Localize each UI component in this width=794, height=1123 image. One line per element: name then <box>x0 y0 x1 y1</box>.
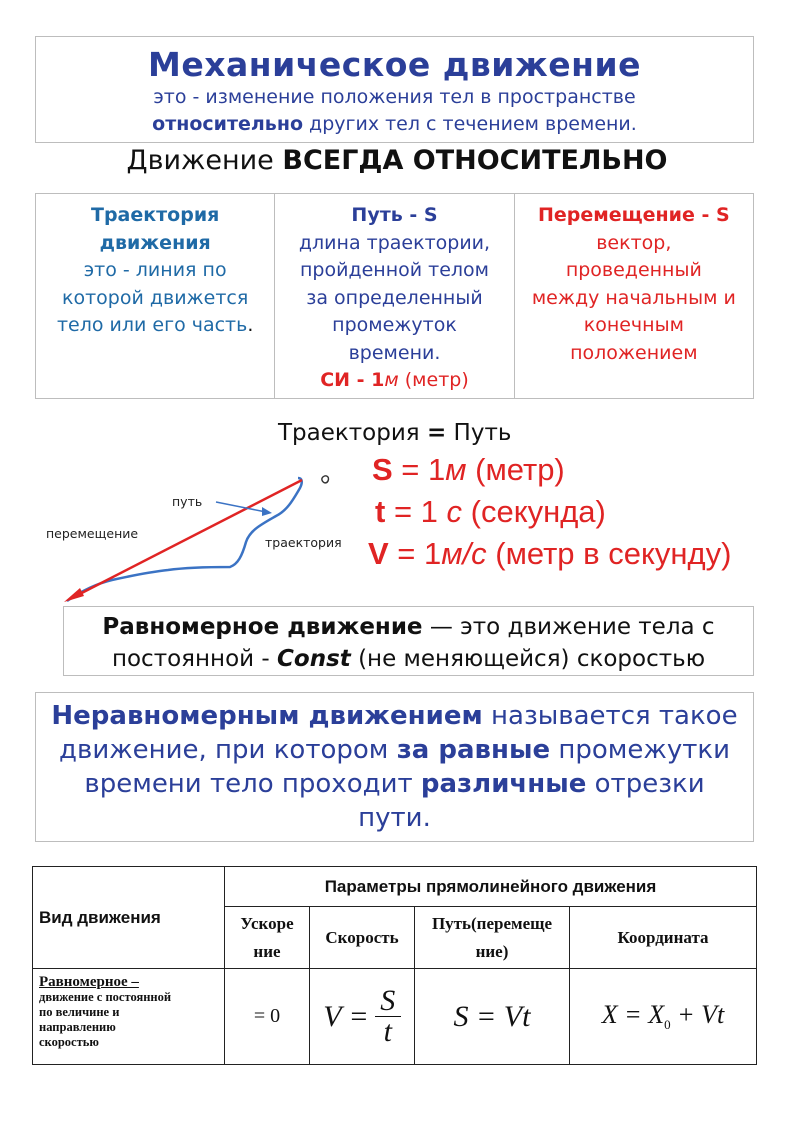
displacement-text-1: вектор, <box>596 231 672 254</box>
formula-velocity <box>368 536 731 572</box>
formula-distance-eq: = 1 <box>392 452 446 487</box>
nonuniform-text-1: называется такое <box>482 701 738 731</box>
uniform-text-1: — это движение тела с <box>422 614 715 640</box>
nonuniform-bold-3: различные <box>420 769 587 799</box>
definition-rest: других тел с течением времени. <box>303 113 637 135</box>
nonuniform-motion-box <box>35 692 754 842</box>
trajectory-text-2: которой движется <box>62 286 249 309</box>
uniform-const: Const <box>277 646 351 672</box>
table-row-uniform <box>33 969 757 1065</box>
speed-lhs: V = <box>323 999 369 1033</box>
displacement-title: Перемещение - S <box>537 204 730 226</box>
table-header-accel-2: ние <box>253 941 281 961</box>
path-si-bold: СИ - 1 <box>320 369 385 391</box>
formula-velocity-symbol: V <box>368 536 389 571</box>
definition-line-2 <box>36 111 753 138</box>
trajectory-text-3: тело или его часть <box>56 314 248 336</box>
label-trajectory: траектория <box>265 535 342 550</box>
coord-sub: 0 <box>664 1017 671 1033</box>
row-uniform-desc-1: движение с постоянной <box>39 990 172 1004</box>
uniform-motion-box <box>63 606 754 676</box>
nonuniform-line-1 <box>36 699 753 733</box>
formula-distance <box>372 452 565 488</box>
displacement-cell <box>515 194 753 398</box>
trajectory-dot: . <box>247 314 254 336</box>
nonuniform-line-3 <box>36 767 753 801</box>
displacement-text-3: между начальным и <box>531 286 736 309</box>
label-path: путь <box>172 494 203 509</box>
parameters-table <box>32 866 757 1065</box>
traj-eq-sign: = <box>426 420 447 446</box>
displacement-arrowhead <box>64 588 84 602</box>
row-uniform-desc-2: по величине и <box>39 1005 120 1019</box>
label-displacement: перемещение <box>46 526 139 541</box>
nonuniform-text-5: отрезки <box>586 769 705 799</box>
path-si-name: (метр) <box>398 369 469 391</box>
path-si <box>320 369 469 391</box>
speed-numerator: S <box>380 984 396 1017</box>
path-cell <box>275 194 514 398</box>
nonuniform-text-3: промежутки <box>550 735 730 765</box>
formula-distance-name: (метр) <box>466 452 565 487</box>
table-header-acceleration <box>225 907 310 969</box>
coord-x: X = X <box>601 999 665 1029</box>
trajectory-text-1: это - линия по <box>83 259 227 281</box>
nonuniform-line-2 <box>36 733 753 767</box>
row-uniform-coordinate <box>570 969 757 1065</box>
row-uniform-speed <box>310 969 415 1065</box>
page-title: Механическое движение <box>148 45 641 84</box>
path-text-1: длина траектории, <box>298 231 491 254</box>
trajectory-cell <box>36 194 275 398</box>
definition-line-1: это - изменение положения тел в пространстве <box>153 86 636 108</box>
page-bottom-mask <box>0 1068 794 1123</box>
displacement-text-5: положением <box>570 341 698 364</box>
displacement-text-4: конечным <box>583 314 684 336</box>
table-header-params: Параметры прямолинейного движения <box>225 867 757 907</box>
path-title: Путь - S <box>351 204 438 226</box>
displacement-text-2: проведенный <box>565 259 702 281</box>
table-header-path-1: Путь(перемеще <box>431 913 553 933</box>
definition-bold: относительно <box>152 113 304 135</box>
nonuniform-line-4: пути. <box>358 803 431 833</box>
nonuniform-bold-1: Неравномерным движением <box>51 701 483 731</box>
table-header-accel-1: Ускоре <box>240 913 294 933</box>
relativity-prefix: Движение <box>126 145 283 176</box>
path-text-3: за определенный <box>306 286 483 309</box>
row-uniform-desc-4: скоростью <box>39 1035 99 1049</box>
table-header-kind: Вид движения <box>33 867 225 969</box>
uniform-bold: Равномерное движение <box>102 614 423 640</box>
uniform-text-2: постоянной - <box>111 646 278 672</box>
path-text-5: времени. <box>348 341 441 364</box>
row-uniform-desc-3: направлению <box>39 1020 116 1034</box>
uniform-text-3: (не меняющейся) скоростью <box>350 646 706 672</box>
table-header-path-2: ние) <box>475 941 509 961</box>
traj-eq-left: Траектория <box>278 420 427 446</box>
trajectory-equals-path <box>278 420 511 446</box>
row-uniform-title: Равномерное – <box>39 974 139 990</box>
formula-time-name: (секунда) <box>462 494 606 529</box>
nonuniform-text-4: времени тело проходит <box>84 769 421 799</box>
trajectory-title-1: Траектория <box>90 204 220 226</box>
formula-distance-symbol: S <box>372 452 393 487</box>
path-si-unit: м <box>384 369 399 391</box>
trajectory-end-mark <box>322 476 329 483</box>
row-uniform-kind <box>33 969 225 1065</box>
nonuniform-bold-2: за равные <box>396 735 551 765</box>
definitions-table <box>35 193 754 399</box>
table-header-path <box>415 907 570 969</box>
formula-time-eq: = 1 <box>385 494 447 529</box>
nonuniform-text-2: движение, при котором <box>59 735 397 765</box>
row-uniform-path: S = Vt <box>415 969 570 1065</box>
traj-eq-right: Путь <box>446 420 512 446</box>
uniform-line-1 <box>64 611 753 643</box>
row-uniform-acceleration: = 0 <box>225 969 310 1065</box>
definition-box <box>35 36 754 143</box>
speed-denominator: t <box>383 1015 392 1048</box>
formula-time-unit: с <box>446 494 463 529</box>
formula-velocity-name: (метр в секунду) <box>486 536 732 571</box>
coord-rest: + Vt <box>670 999 725 1029</box>
relativity-bold: ВСЕГДА ОТНОСИТЕЛЬНО <box>282 145 668 176</box>
relativity-statement <box>0 145 794 176</box>
formula-time <box>375 494 606 530</box>
uniform-line-2 <box>64 643 753 675</box>
path-text-4: промежуток <box>332 314 457 336</box>
table-header-speed: Скорость <box>310 907 415 969</box>
table-header-coordinate: Координата <box>570 907 757 969</box>
formula-velocity-unit: м/с <box>441 536 487 571</box>
formula-time-symbol: t <box>375 494 386 529</box>
path-pointer-head <box>262 507 272 516</box>
formula-velocity-eq: = 1 <box>388 536 442 571</box>
formula-distance-unit: м <box>445 452 467 487</box>
trajectory-title-2: движения <box>99 231 211 254</box>
path-text-2: пройденной телом <box>299 259 489 281</box>
